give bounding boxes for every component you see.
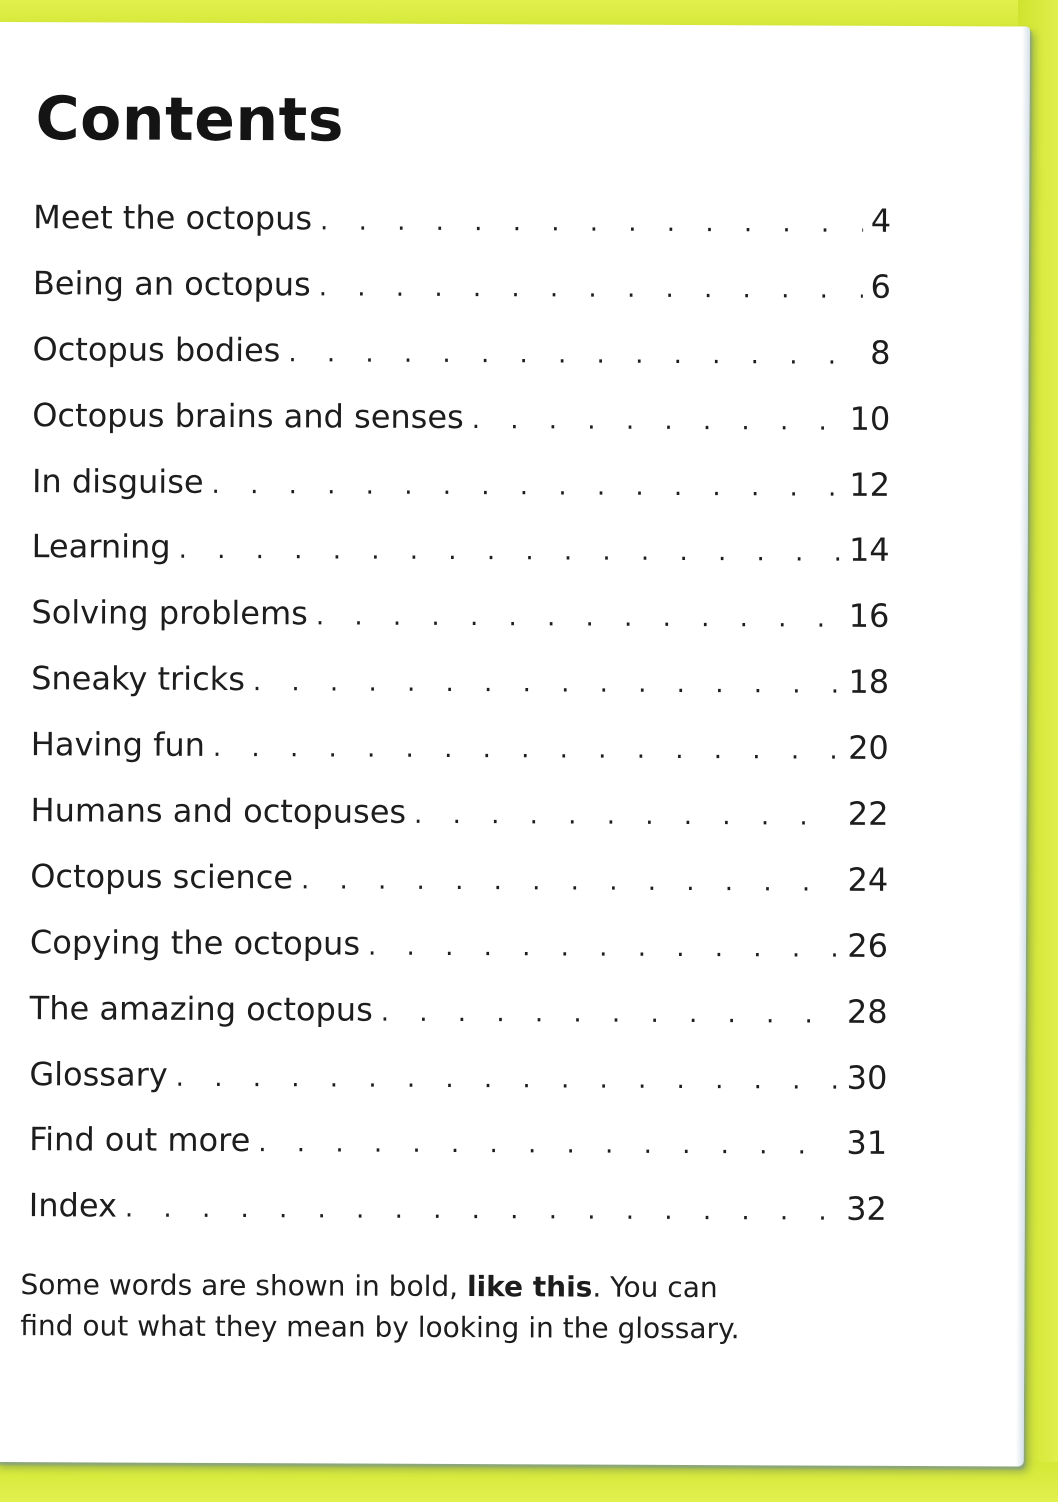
dot-leader bbox=[212, 469, 842, 502]
toc-entry-label: In disguise bbox=[31, 461, 204, 501]
dot-leader bbox=[316, 602, 841, 634]
dot-leader bbox=[320, 206, 863, 238]
dot-leader bbox=[368, 931, 839, 963]
toc-entry-label: Solving problems bbox=[31, 593, 308, 633]
glossary-note bbox=[20, 1264, 740, 1349]
toc-entry-page: 26 bbox=[847, 926, 889, 965]
toc-entry[interactable] bbox=[31, 659, 889, 729]
toc-entry-label: Octopus brains and senses bbox=[32, 395, 464, 436]
toc-entry-label: Octopus bodies bbox=[32, 329, 281, 370]
dot-leader bbox=[258, 1129, 838, 1162]
toc-entry-label: Being an octopus bbox=[32, 264, 311, 304]
dot-leader bbox=[213, 733, 840, 766]
toc-entry[interactable] bbox=[32, 462, 890, 532]
dot-leader bbox=[125, 1194, 838, 1227]
toc-entry-label: Learning bbox=[31, 527, 171, 567]
toc-entry-page: 24 bbox=[847, 860, 889, 899]
toc-entry[interactable] bbox=[32, 396, 890, 466]
toc-entry-page: 31 bbox=[846, 1124, 888, 1163]
bold-example: like this bbox=[466, 1270, 593, 1304]
toc-entry-label: Glossary bbox=[29, 1054, 168, 1094]
toc-entry[interactable] bbox=[29, 1186, 887, 1256]
toc-entry[interactable] bbox=[31, 725, 889, 795]
toc-entry[interactable] bbox=[29, 1121, 887, 1191]
toc-entry-page: 22 bbox=[847, 794, 889, 833]
toc-entry-label: Sneaky tricks bbox=[31, 659, 245, 699]
dot-leader bbox=[176, 1062, 839, 1095]
toc-entry-page: 10 bbox=[849, 399, 891, 438]
page-frame-bottom bbox=[0, 1462, 1058, 1502]
toc-entry-label: Having fun bbox=[30, 725, 206, 765]
dot-leader bbox=[288, 338, 862, 371]
dot-leader bbox=[179, 535, 841, 568]
toc-entry[interactable] bbox=[30, 857, 888, 927]
toc-entry[interactable] bbox=[32, 528, 890, 598]
contents-page bbox=[0, 22, 1030, 1466]
toc-entry-label: Index bbox=[28, 1186, 118, 1225]
toc-entry-page: 8 bbox=[870, 333, 891, 372]
toc-entry-page: 20 bbox=[848, 728, 889, 768]
toc-entry-page: 28 bbox=[846, 992, 888, 1031]
dot-leader bbox=[319, 272, 863, 304]
toc-entry-page: 14 bbox=[848, 531, 890, 570]
toc-entry-label: The amazing octopus bbox=[29, 988, 373, 1029]
table-of-contents bbox=[29, 198, 892, 1256]
toc-entry-page: 18 bbox=[848, 662, 890, 702]
glossary-note-text: Some words are shown in bold, bbox=[20, 1268, 468, 1304]
toc-entry[interactable] bbox=[29, 989, 887, 1059]
toc-entry[interactable] bbox=[30, 791, 888, 861]
toc-entry[interactable] bbox=[31, 593, 889, 663]
toc-entry[interactable] bbox=[30, 923, 888, 993]
dot-leader bbox=[253, 667, 841, 700]
toc-entry-label: Find out more bbox=[29, 1120, 251, 1160]
toc-entry-page: 6 bbox=[870, 267, 891, 306]
toc-entry-page: 30 bbox=[846, 1058, 888, 1097]
dot-leader bbox=[381, 997, 839, 1029]
toc-entry-page: 32 bbox=[846, 1190, 887, 1229]
page-title: Contents bbox=[35, 84, 345, 156]
dot-leader bbox=[414, 800, 840, 832]
toc-entry-label: Octopus science bbox=[30, 857, 294, 897]
toc-entry[interactable] bbox=[32, 330, 890, 400]
toc-entry-label: Humans and octopuses bbox=[30, 791, 407, 831]
toc-entry-label: Copying the octopus bbox=[29, 922, 361, 963]
glossary-note-text-end: . You can find out what they mean by looking in the glossary. bbox=[20, 1270, 740, 1346]
toc-entry[interactable] bbox=[33, 198, 891, 268]
toc-entry-label: Meet the octopus bbox=[33, 198, 313, 238]
toc-entry-page: 12 bbox=[849, 465, 891, 504]
toc-entry[interactable] bbox=[33, 264, 891, 334]
dot-leader bbox=[472, 405, 842, 437]
toc-entry-page: 4 bbox=[870, 201, 892, 240]
toc-entry[interactable] bbox=[29, 1055, 887, 1125]
dot-leader bbox=[301, 865, 840, 897]
toc-entry-page: 16 bbox=[848, 597, 890, 636]
